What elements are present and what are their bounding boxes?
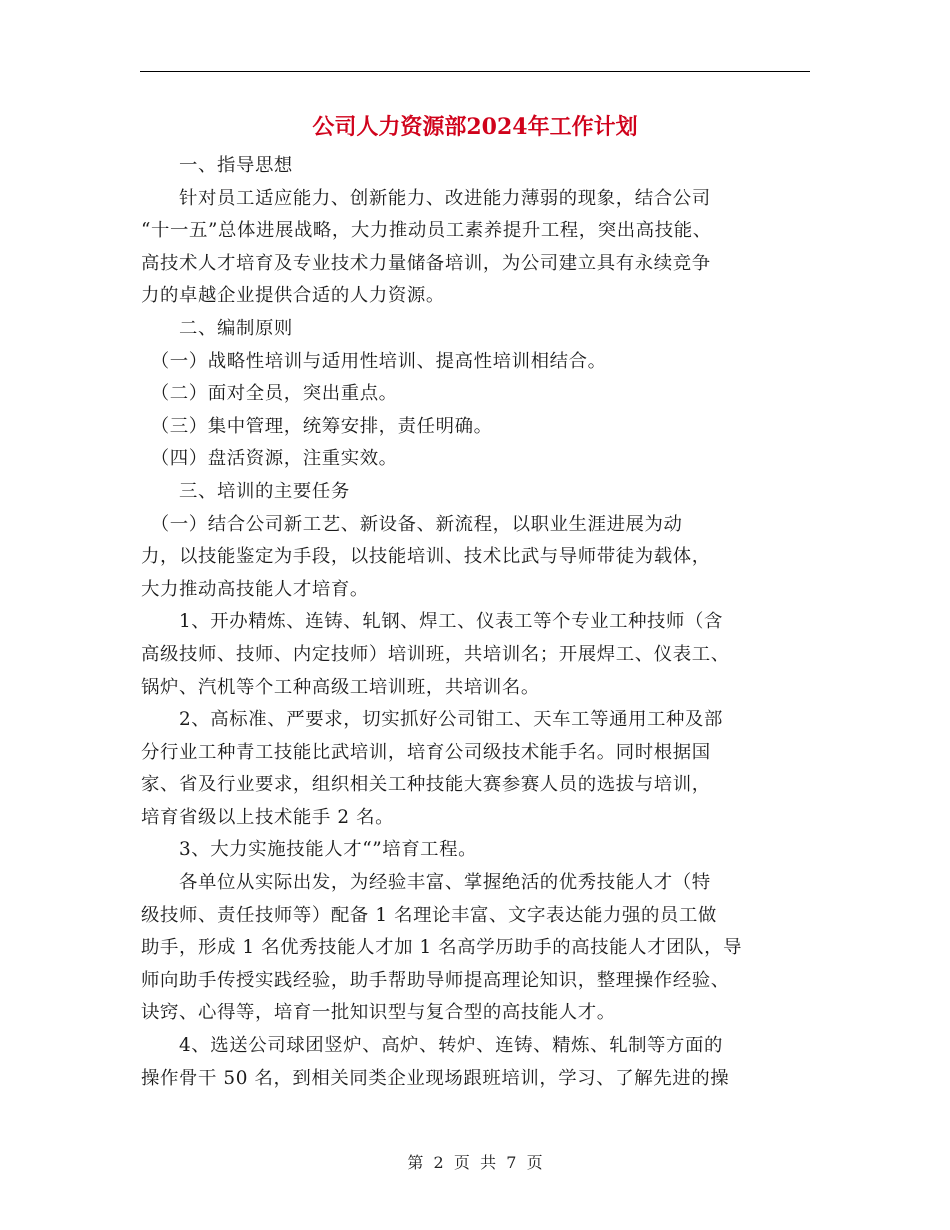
heading-main-tasks: 三、培训的主要任务	[141, 480, 350, 502]
body-line: 高级技师、技师、内定技师）培训班，共培训名；开展焊工、仪表工、	[141, 643, 730, 665]
body-line: 分行业工种青工技能比武培训，培育公司级技术能手名。同时根据国	[141, 741, 711, 763]
principle-item: （三）集中管理，统筹安排，责任明确。	[141, 415, 493, 437]
body-line: （一）结合公司新工艺、新设备、新流程，以职业生涯进展为动	[141, 513, 683, 535]
body-line: 助手，形成 1 名优秀技能人才加 1 名高学历助手的高技能人才团队，导	[141, 937, 743, 959]
body-line: 级技师、责任技师等）配备 1 名理论丰富、文字表达能力强的员工做	[141, 904, 717, 926]
body-line: 3、大力实施技能人才“”培育工程。	[141, 839, 478, 861]
body-line: 诀窍、心得等，培育一批知识型与复合型的高技能人才。	[141, 1002, 616, 1024]
principle-item: （四）盘活资源，注重实效。	[141, 448, 398, 470]
body-line: 1、开办精炼、连铸、轧钢、焊工、仪表工等个专业工种技师（含	[141, 611, 724, 633]
principle-item: （二）面对全员，突出重点。	[141, 383, 398, 405]
body-line: 力，以技能鉴定为手段，以技能培训、技术比武与导师带徒为载体，	[141, 546, 711, 568]
body-line: 力的卓越企业提供合适的人力资源。	[141, 285, 445, 307]
document-title: 公司人力资源部2024年工作计划	[312, 114, 638, 140]
heading-guiding-ideology: 一、指导思想	[141, 155, 293, 176]
header-rule	[140, 71, 810, 72]
body-line: 针对员工适应能力、创新能力、改进能力薄弱的现象，结合公司	[141, 187, 711, 209]
principle-item: （一）战略性培训与适用性培训、提高性培训相结合。	[141, 350, 607, 372]
body-line: 家、省及行业要求，组织相关工种技能大赛参赛人员的选拔与培训，	[141, 774, 711, 796]
body-line: 高技术人才培育及专业技术力量储备培训，为公司建立具有永续竞争	[141, 252, 711, 274]
heading-principles: 二、编制原则	[141, 317, 293, 339]
document-body	[141, 150, 811, 1095]
body-line: 培育省级以上技术能手 2 名。	[141, 806, 395, 828]
body-line: 各单位从实际出发，为经验丰富、掌握绝活的优秀技能人才（特	[141, 872, 711, 894]
body-line: 2、高标准、严要求，切实抓好公司钳工、天车工等通用工种及部	[141, 709, 724, 731]
body-line: 锅炉、汽机等个工种高级工培训班，共培训名。	[141, 676, 540, 698]
body-line: “十一五”总体进展战略，大力推动员工素养提升工程，突出高技能、	[141, 220, 712, 242]
body-line: 师向助手传授实践经验，助手帮助导师提高理论知识，整理操作经验、	[141, 969, 730, 991]
body-line: 大力推动高技能人才培育。	[141, 578, 369, 600]
body-line: 操作骨干 50 名，到相关同类企业现场跟班培训，学习、了解先进的操	[141, 1067, 730, 1089]
page-footer: 第 2 页 共 7 页	[407, 1153, 543, 1172]
body-line: 4、选送公司球团竖炉、高炉、转炉、连铸、精炼、轧制等方面的	[141, 1035, 724, 1057]
